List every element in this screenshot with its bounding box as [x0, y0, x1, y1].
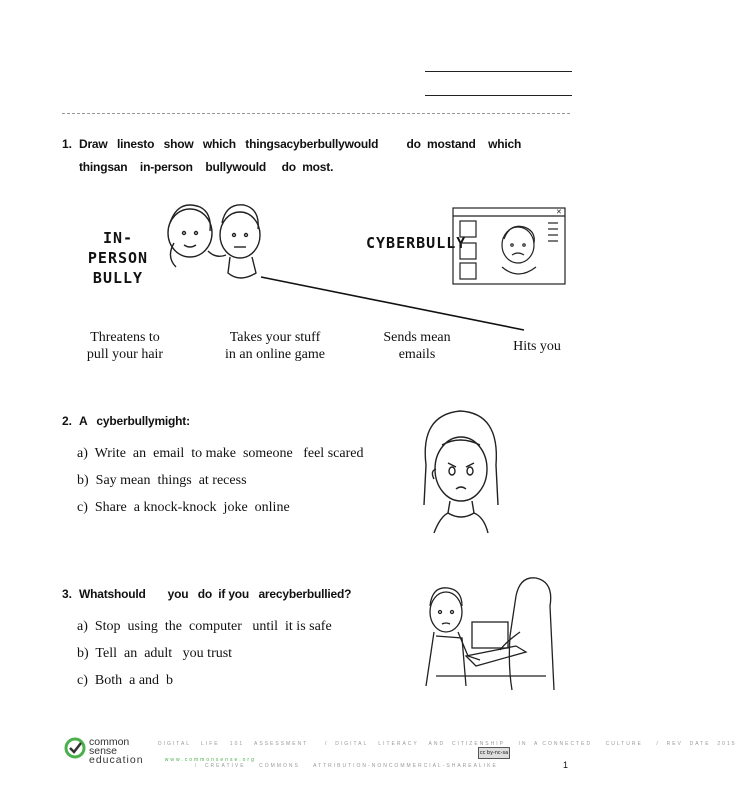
in-person-label-line-1: IN-PERSON: [87, 229, 149, 267]
common-sense-logo-text: [89, 738, 144, 765]
option-hits-you-line-1: Hits you: [513, 339, 561, 354]
logo-line-3: education: [89, 754, 144, 766]
question-3-choice-a[interactable]: a) Stop using the computer until it is safe: [77, 619, 332, 634]
child-and-adult-illustration: [416, 576, 564, 692]
logo-line-1: common: [89, 736, 130, 748]
option-takes-stuff-line-2: in an online game: [225, 347, 325, 362]
question-3-choice-c[interactable]: c) Both a and b: [77, 673, 174, 688]
svg-text:✕: ✕: [556, 208, 562, 216]
question-1-prompt-line-2: thingsan in-person bullywould do most.: [79, 160, 334, 174]
sad-child-illustration: [416, 405, 506, 535]
option-threatens[interactable]: [70, 329, 180, 363]
question-3-prompt: Whatshould you do if you arecyberbullied?: [79, 587, 352, 601]
option-sends-emails-line-2: emails: [398, 347, 436, 362]
question-2-choice-a[interactable]: a) Write an email to make someone feel scared: [77, 446, 364, 461]
option-threatens-line-2: pull your hair: [86, 347, 164, 362]
footer-line-2: [158, 751, 498, 769]
question-3-number: 3.: [62, 587, 73, 601]
common-sense-logo-mark: [64, 737, 86, 759]
question-2-prompt: A cyberbullymight:: [79, 414, 190, 428]
option-sends-emails-line-1: Sends mean: [383, 330, 451, 345]
question-2-number: 2.: [62, 414, 73, 428]
option-sends-emails[interactable]: [372, 329, 462, 363]
logo-line-2: sense: [89, 745, 118, 757]
question-1-number: 1.: [62, 137, 73, 151]
question-2-choice-b[interactable]: b) Say mean things at recess: [77, 473, 247, 488]
question-2-choice-c[interactable]: c) Share a knock-knock joke online: [77, 500, 290, 515]
option-takes-stuff-line-1: Takes your stuff: [229, 330, 321, 345]
option-threatens-line-1: Threatens to: [90, 330, 160, 345]
license-badge-text: cc by-nc-sa: [479, 750, 509, 756]
footer-line-1: DIGITAL LIFE 101 ASSESSMENT / DIGITAL LITERACY AND CITIZENSHIP IN A CONNECTED CULTURE / REV DATE 2015: [158, 741, 737, 747]
option-takes-stuff[interactable]: [205, 329, 345, 363]
footer-link[interactable]: www.commonsense.org: [164, 757, 256, 763]
in-person-label-line-2: BULLY: [92, 269, 144, 287]
cyberbully-label: CYBERBULLY: [366, 234, 467, 252]
license-badge: [478, 747, 510, 759]
question-3-choice-b[interactable]: b) Tell an adult you trust: [77, 646, 233, 661]
question-1-prompt-line-1: Draw linesto show which thingsacyberbullywould do mostand which: [79, 137, 522, 151]
footer-license-text: / CREATIVE COMMONS ATTRIBUTION-NONCOMMERCIAL-SHAREALIKE: [194, 763, 498, 769]
page-number: 1: [563, 760, 569, 770]
option-hits-you[interactable]: [502, 338, 572, 355]
